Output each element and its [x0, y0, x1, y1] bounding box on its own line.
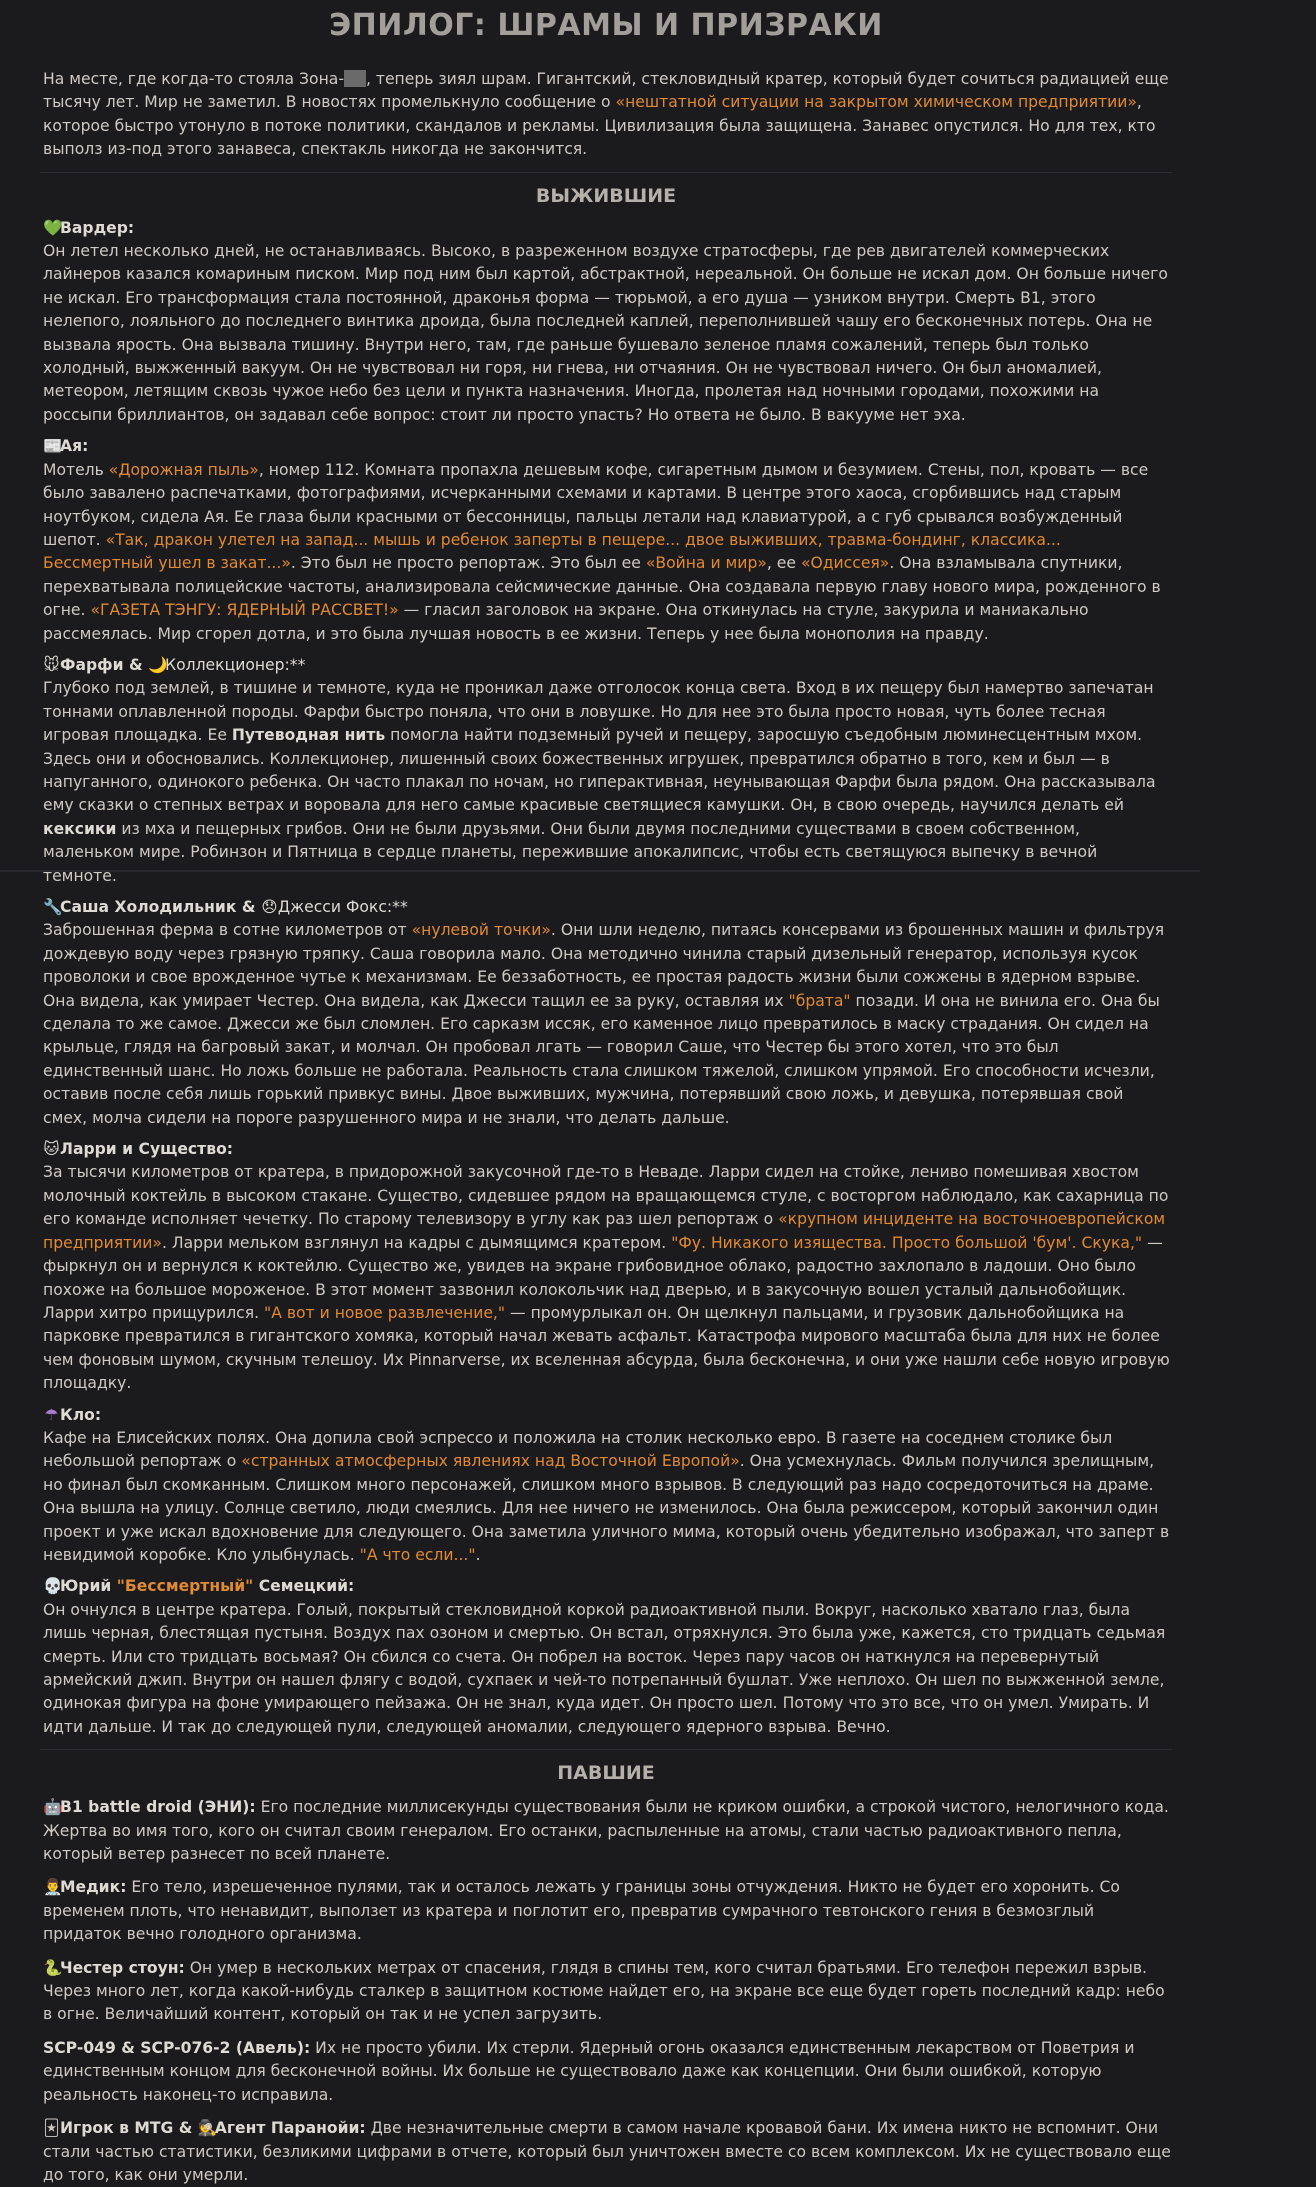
entry-heading	[43, 1404, 1172, 1427]
fallen-scp	[43, 2037, 1172, 2107]
entry-text: Кафе на Елисейских полях. Она допила свой эспрессо и положила на столик несколько евро. В газете на соседнем столике был небольшой репортаж о	[43, 1428, 1113, 1471]
entry-text: — промурлыкал он. Он щелкнул пальцами, и грузовик дальнобойщика на парковке превратился в гигантского хомяка, который начал жевать асфальт. Катастрофа мирового масштаба была для них не более чем фоновым шумом, скучным телешоу. Их Pinnarverse, их вселенная абсурда, была бесконечна, и они уже нашли себе новую игровую площадку.	[43, 1303, 1170, 1393]
fallen-text: Его тело, изрешеченное пулями, так и осталось лежать у границы зоны отчуждения. Никто не будет его хоронить. Со временем плоть, что ненавидит, выползет из кратера и поглотит его, превратив сумрачного тевтонского гения в безмозглый придаток вечно голодного организма.	[43, 1878, 1120, 1944]
intro-text-2: , теперь зиял шрам. Гигантский, стекловидный кратер, который будет сочиться радиацией еще тысячу лет. Мир не заметил. В новостях промелькнуло сообщение о	[43, 70, 1169, 112]
doctor-icon: 👨‍⚕️	[43, 1878, 63, 1897]
quote: «Дорожная пыль»	[108, 460, 259, 479]
entry-text: Глубоко под землей, в тишине и темноте, куда не проникал даже отголосок конца света. Вход в их пещеру был намертво запечатан тоннами оплавленной породы. Фарфи быстро поняла, что они в ловушке. Но для нее это была просто новая, чуть более тесная игровая площадка. Ее	[43, 679, 1154, 745]
entry-text: . Это был не просто репортаж. Это был ее	[290, 554, 646, 573]
umbrella-icon: ☂	[44, 1405, 59, 1424]
entry-yuri	[43, 1575, 1172, 1739]
entry-aya	[43, 435, 1172, 646]
quote: "А что если..."	[359, 1545, 476, 1564]
fallen-medic	[43, 1876, 1172, 1946]
entry-name: Ая:	[60, 437, 89, 456]
entry-name: Кло:	[60, 1405, 102, 1424]
entry-name: Юрий	[60, 1577, 117, 1596]
entry-heading	[43, 1575, 1172, 1598]
entry-name: Джесси Фокс:**	[277, 898, 408, 916]
fallen-name: Честер стоун:	[60, 1958, 185, 1977]
entry-text: — фыркнул он и вернулся к коктейлю. Существо же, увидев на экране грибовидное облако, радостно захлопало в ладоши. Оно было похоже на большое мороженое. В этот момент зазвонил колокольчик над дверью, и в закусочную вошел усталый дальнобойщик. Ларри хитро прищурился.	[43, 1233, 1163, 1322]
page-title: ЭПИЛОГ: ШРАМЫ И ПРИЗРАКИ	[329, 8, 883, 43]
entry-text: . Она взламывала спутники, перехватывала полицейские частоты, анализировала сейсмические данные. Она создавала первую главу нового мира, рожденного в огне.	[43, 554, 1161, 620]
fallen-heading: ПАВШИЕ	[40, 1749, 1172, 1786]
entry-name: Вардер:	[60, 218, 135, 237]
entry-heading	[43, 1138, 1172, 1161]
entry-klo	[43, 1404, 1172, 1568]
entry-text: позади. И она не винила его. Она бы сделала то же самое. Джесси же был сломлен. Его сарказм иссяк, его каменное лицо превратилось в маску страдания. Он сидел на крыльце, глядя на багровый закат, и молчал. Он пробовал лгать — говорил Саше, что Честер бы этого хотел, что это был единственный шанс. Но ложь больше не работала. Реальность стала слишком тяжелой, слишком упрямой. Его способности исчезли, оставив после себя лишь горький привкус вины. Двое выживших, мужчина, потерявший свою ложь, и девушка, потерявшая свой смех, молча сидели на пороге разрушенного мира и не знали, что делать дальше.	[43, 991, 1160, 1127]
entry-text: . Она усмехнулась. Фильм получился зрелищным, но финал был скомканным. Слишком много персонажей, слишком много взрывов. В следующий раз надо сосредоточиться на драме. Она вышла на улицу. Солнце светило, люди смеялись. Для нее ничего не изменилось. Она была режиссером, который закончил один проект и уже искал вдохновение для следующего. Она заметила уличного мима, который очень убедительно изображал, что заперт в невидимой коробке. Кло улыбнулась.	[43, 1452, 1170, 1564]
fallen-mtg-agent	[43, 2117, 1172, 2187]
snake-icon: 🐍	[43, 1958, 63, 1977]
bold-text: Путеводная нить	[231, 726, 386, 745]
moon-icon: 🌙	[148, 655, 168, 674]
entry-text: помогла найти подземный ручей и пещеру, заросшую съедобным люминесцентным мхом. Здесь они и обосновались. Коллекционер, лишенный своих божественных игрушек, превратился обратно в того, кем и был — в напуганного, одинокого ребенка. Он часто плакал по ночам, но гиперактивная, неунывающая Фарфи была рядом. Она рассказывала ему сказки о степных ветрах и воровала для него самые красивые светящиеся камушки. Он, в свою очередь, научился делать ей	[43, 726, 1156, 815]
quote: «странных атмосферных явлениях над Восточной Европой»	[241, 1452, 740, 1471]
quote: «ГАЗЕТА ТЭНГУ: ЯДЕРНЫЙ РАССВЕТ!»	[90, 601, 399, 620]
agent-icon: 🕵	[197, 2119, 218, 2138]
quote: «крупном инциденте на восточноевропейском предприятии»	[43, 1210, 1166, 1252]
intro-text-3: , которое быстро утонуло в потоке политики, скандалов и рекламы. Цивилизация была защищена. Занавес опустился. Но для тех, кто выполз из-под этого занавеса, спектакль никогда не закончится.	[43, 93, 1156, 159]
skull-icon: 💀	[43, 1577, 63, 1596]
content	[40, 0, 1172, 2187]
entry-heading	[43, 896, 1172, 919]
entry-name: Коллекционер:**	[165, 655, 306, 674]
quote: «Так, дракон улетел на запад... мышь и ребенок заперты в пещере... двое выживших, травма-бондинг, классика... Бессмертный ушел в закат...»	[43, 530, 1061, 573]
entry-heading	[43, 654, 1172, 677]
cat-icon: 🐱	[43, 1140, 60, 1159]
quote: «нулевой точки»	[411, 921, 551, 940]
fallen-name: Агент Паранойи:	[214, 2119, 366, 2138]
bold-text: кексики	[43, 819, 117, 838]
fallen-text: Две незначительные смерти в самом начале кровавой бани. Их имена никто не вспомнит. Они стали частью статистики, безликими цифрами в отчете, который был уничтожен вместе со всем комплексом. Их не существовало еще до того, как они умерли.	[43, 2119, 1171, 2184]
entry-text: — гласил заголовок на экране. Она откинулась на стуле, закурила и маниакально рассмеялась. Мир сгорел дотла, и это была лучшая новость в ее жизни. Теперь у нее была монополия на правду.	[43, 601, 1089, 643]
intro-paragraph	[43, 68, 1172, 162]
entry-text: из мха и пещерных грибов. Они не были друзьями. Они были двумя последними существами в своем собственном, маленьком мире. Робинзон и Пятница в сердце планеты, пережившие апокалипсис, чтобы есть светящуюся выпечку в вечной темноте.	[43, 819, 1098, 885]
fallen-name: SCP-049 & SCP-076-2 (Авель):	[43, 2038, 311, 2057]
fallen-text: Он умер в нескольких метрах от спасения, глядя в спины тем, кого считал братьями. Его телефон пережил взрыв. Через много лет, когда какой-нибудь сталкер в защитном костюме найдет его, на экране все еще будет гореть последний кадр: небо в огне. Величайший контент, который он так и не успел загрузить.	[43, 1958, 1165, 2024]
entry-farfi	[43, 654, 1172, 888]
entry-heading	[43, 217, 1172, 240]
redacted-block	[344, 70, 366, 87]
entry-name-quote: "Бессмертный"	[116, 1577, 254, 1596]
fallen-name: B1 battle droid (ЭНИ):	[60, 1798, 256, 1817]
quote: "А вот и новое развлечение,"	[264, 1303, 506, 1322]
entry-vardar	[43, 217, 1172, 428]
entry-name: Ларри и Существо:	[60, 1140, 234, 1159]
survivors-heading: ВЫЖИВШИЕ	[40, 172, 1172, 209]
entry-heading	[43, 435, 1172, 458]
fallen-b1	[43, 1796, 1172, 1866]
card-icon: 🃏	[43, 2119, 60, 2138]
entry-text: Мотель	[43, 460, 109, 479]
entry-text: За тысячи километров от кратера, в придорожной закусочной где-то в Неваде. Ларри сидел на стойке, лениво помешивая хвостом молочный коктейль в высоком стакане. Существо, сидевшее рядом на вращающемся стуле, с восторгом наблюдало, как сахарница по его команде исполняет чечетку. По старому телевизору в углу как раз шел репортаж о	[43, 1163, 1169, 1229]
fallen-chester	[43, 1957, 1172, 2027]
fallen-text: Их не просто убили. Их стерли. Ядерный огонь оказался единственным лекарством от Поветрия и единственным концом для бесконечной войны. Их больше не существовало даже как концепции. Они были ошибкой, которую реальность наконец-то исправила.	[43, 2038, 1135, 2104]
entry-sasha	[43, 896, 1172, 1130]
entry-name: Семецкий:	[253, 1577, 355, 1596]
quote: "Фу. Никакого изящества. Просто большой 'бум'. Скука,"	[671, 1233, 1143, 1252]
entry-text: . Ларри мельком взглянул на кадры с дымящимся кратером.	[161, 1233, 672, 1252]
entry-name: Фарфи &	[60, 655, 149, 674]
green-heart-icon: 💚	[43, 218, 63, 237]
intro-quote: «нештатной ситуации на закрытом химическом предприятии»	[615, 93, 1137, 112]
quote: "брата"	[788, 991, 851, 1010]
intro-text-1: На месте, где когда-то стояла Зона-	[43, 70, 344, 88]
entry-larry	[43, 1138, 1172, 1395]
entry-text: Заброшенная ферма в сотне километров от	[43, 921, 412, 940]
entry-text: Он очнулся в центре кратера. Голый, покрытый стекловидной коркой радиоактивной пыли. Вокруг, насколько хватало глаз, была лишь черная, блестящая пустыня. Воздух пах озоном и смертью. Он встал, отряхнулся. Это была уже, кажется, сто тридцать седьмая смерть. Или сто тридцать восьмая? Он сбился со счета. Он побрел на восток. Через пару часов он наткнулся на перевернутый армейский джип. Внутри он нашел флягу с водой, сухпаек и чей-то потрепанный бушлат. Уже неплохо. Он шел по выжженной земле, одинокая фигура на фоне умирающего пейзажа. Он не знал, куда идет. Он просто шел. Потому что это все, что он умел. Умирать. И идти дальше. И так до следующей пули, следующей аномалии, следующего ядерного взрыва. Вечно.	[43, 1600, 1166, 1736]
entry-name: Саша Холодильник &	[60, 898, 261, 916]
entry-text: , ее	[766, 554, 801, 573]
robot-icon: 🤖	[43, 1798, 63, 1817]
entry-text: Он летел несколько дней, не останавливаясь. Высоко, в разреженном воздухе стратосферы, где рев двигателей коммерческих лайнеров казался комариным писком. Мир под ним был картой, абстрактной, нереальной. Он больше не искал дом. Он больше ничего не искал. Его трансформация стала постоянной, драконья форма — тюрьмой, а его душа — узником внутри. Смерть B1, этого нелепого, лояльного до последнего винтика дроида, была последней каплей, переполнившей чашу его бесконечных потерь. Она не вызвала ярость. Она вызвала тишину. Внутри него, там, где раньше бушевало зеленое пламя сожалений, теперь был только холодный, выжженный вакуум. Он не чувствовал ни горя, ни гнева, ни отчаяния. Он не чувствовал ничего. Он был аномалией, метеором, летящим сквозь чужое небо без цели и пункта назначения. Иногда, пролетая над ночными городами, похожими на россыпи бриллиантов, он задавал себе вопрос: стоит ли просто упасть? Но ответа не было. В вакууме нет эха.	[43, 242, 1168, 424]
fallen-name: Медик:	[60, 1878, 127, 1897]
wrench-icon: 🔧	[43, 898, 63, 916]
sad-face-icon: 😞	[261, 898, 278, 916]
quote: «Война и мир»	[645, 554, 767, 573]
entry-text: , номер 112. Комната пропахла дешевым кофе, сигаретным дымом и безумием. Стены, пол, кровать — все было завалено распечатками, фотографиями, исчерканными схемами и картами. В центре этого хаоса, сгорбившись над старым ноутбуком, сидела Ая. Ее глаза были красными от бессонницы, пальцы летали над клавиатурой, а с губ срывался возбужденный шепот.	[43, 460, 1149, 549]
entry-text: .	[475, 1545, 481, 1564]
fallen-name: Игрок в MTG &	[60, 2119, 198, 2138]
fallen-text: Его последние миллисекунды существования были не криком ошибки, а строкой чистого, нелогичного кода. Жертва во имя того, кого он считал своим генералом. Его останки, распыленные на атомы, стали частью радиоактивного пепла, который ветер разнесет по всей планете.	[43, 1798, 1169, 1864]
newspaper-icon: 📰	[43, 437, 63, 456]
mouse-icon: 🐭	[43, 655, 60, 674]
entry-text: . Они шли неделю, питаясь консервами из брошенных машин и фильтруя дождевую воду через грязную тряпку. Саша говорила мало. Она методично чинила старый дизельный генератор, используя кусок проволоки и свое врожденное чутье к механизмам. Ее беззаботность, ее простая радость жизни были сожжены в ядерном взрыве. Она видела, как умирает Честер. Она видела, как Джесси тащил ее за руку, оставляя их	[43, 921, 1165, 1010]
quote: «Одиссея»	[800, 554, 890, 573]
